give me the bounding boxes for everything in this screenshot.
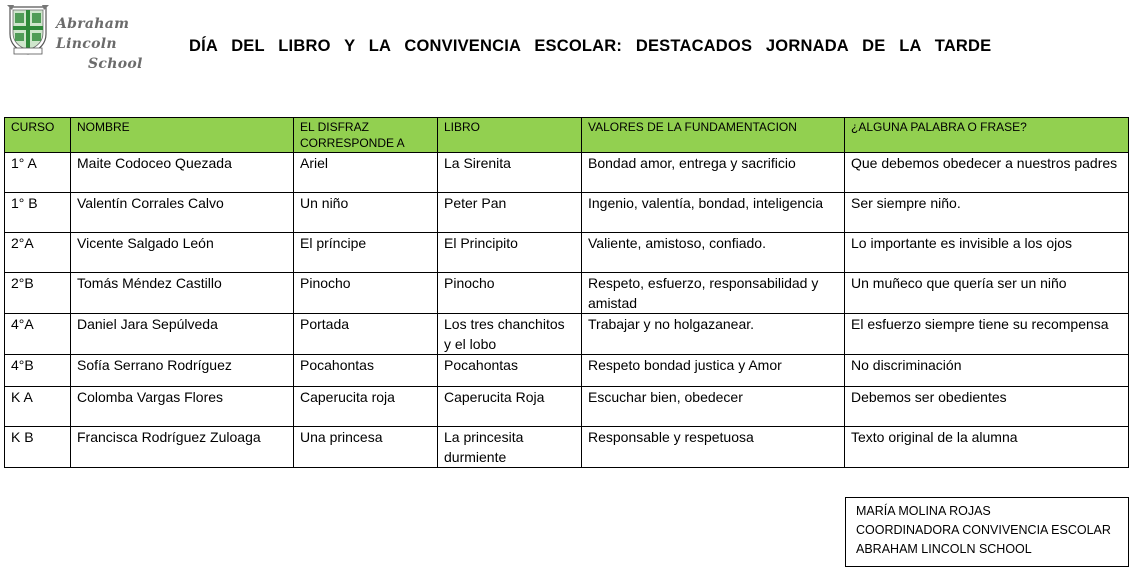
signature-role: COORDINADORA CONVIVENCIA ESCOLAR (856, 523, 1111, 537)
cell-libro: Peter Pan (438, 193, 582, 233)
cell-frase: El esfuerzo siempre tiene su recompensa (845, 314, 1129, 355)
cell-libro: Pinocho (438, 273, 582, 314)
table-row (5, 193, 1129, 233)
cell-nombre: Maite Codoceo Quezada (71, 153, 294, 193)
cell-curso: K B (5, 427, 71, 468)
cell-frase: Ser siempre niño. (845, 193, 1129, 233)
cell-frase: Que debemos obedecer a nuestros padres (845, 153, 1129, 193)
cell-disfraz: Caperucita roja (294, 387, 438, 427)
table-row (5, 387, 1129, 427)
table-row (5, 153, 1129, 193)
cell-nombre: Colomba Vargas Flores (71, 387, 294, 427)
signature-school: ABRAHAM LINCOLN SCHOOL (856, 542, 1032, 556)
cell-libro: Pocahontas (438, 355, 582, 387)
cell-valores: Bondad amor, entrega y sacrificio (582, 153, 845, 193)
table-header-row (5, 118, 1129, 153)
cell-curso: 1° B (5, 193, 71, 233)
cell-nombre: Tomás Méndez Castillo (71, 273, 294, 314)
school-crest-logo (6, 4, 50, 56)
header-curso: CURSO (5, 118, 71, 153)
cell-disfraz: Un niño (294, 193, 438, 233)
cell-libro: La Sirenita (438, 153, 582, 193)
cell-frase: No discriminación (845, 355, 1129, 387)
cell-frase: Un muñeco que quería ser un niño (845, 273, 1129, 314)
header-frase: ¿ALGUNA PALABRA O FRASE? (845, 118, 1129, 153)
cell-frase: Texto original de la alumna (845, 427, 1129, 468)
cell-nombre: Sofía Serrano Rodríguez (71, 355, 294, 387)
header-nombre: NOMBRE (71, 118, 294, 153)
cell-valores: Escuchar bien, obedecer (582, 387, 845, 427)
cell-disfraz: Pocahontas (294, 355, 438, 387)
cell-nombre: Vicente Salgado León (71, 233, 294, 273)
table-row (5, 427, 1129, 468)
cell-disfraz: Una princesa (294, 427, 438, 468)
cell-curso: K A (5, 387, 71, 427)
signature-name: MARÍA MOLINA ROJAS (856, 504, 991, 518)
cell-libro: Caperucita Roja (438, 387, 582, 427)
cell-disfraz: Pinocho (294, 273, 438, 314)
cell-nombre: Daniel Jara Sepúlveda (71, 314, 294, 355)
cell-valores: Ingenio, valentía, bondad, inteligencia (582, 193, 845, 233)
header-disfraz: EL DISFRAZ CORRESPONDE A (294, 118, 438, 153)
cell-curso: 4°B (5, 355, 71, 387)
cell-valores: Valiente, amistoso, confiado. (582, 233, 845, 273)
page-title: DÍA DEL LIBRO Y LA CONVIVENCIA ESCOLAR: DESTACADOS JORNADA DE LA TARDE (189, 37, 992, 55)
table-row (5, 314, 1129, 355)
cell-curso: 1° A (5, 153, 71, 193)
signature-box (845, 497, 1129, 567)
logo-line-2: School (88, 56, 143, 72)
logo-line-1: Abraham Lincoln (56, 16, 130, 52)
cell-libro: El Principito (438, 233, 582, 273)
cell-nombre: Valentín Corrales Calvo (71, 193, 294, 233)
cell-frase: Lo importante es invisible a los ojos (845, 233, 1129, 273)
header-libro: LIBRO (438, 118, 582, 153)
cell-nombre: Francisca Rodríguez Zuloaga (71, 427, 294, 468)
table-row (5, 273, 1129, 314)
cell-valores: Responsable y respetuosa (582, 427, 845, 468)
cell-frase: Debemos ser obedientes (845, 387, 1129, 427)
cell-libro: Los tres chanchitos y el lobo (438, 314, 582, 355)
cell-valores: Respeto, esfuerzo, responsabilidad y amistad (582, 273, 845, 314)
cell-libro: La princesita durmiente (438, 427, 582, 468)
header-valores: VALORES DE LA FUNDAMENTACION (582, 118, 845, 153)
school-logo-text (56, 14, 176, 74)
cell-curso: 2°A (5, 233, 71, 273)
cell-disfraz: Ariel (294, 153, 438, 193)
cell-curso: 4°A (5, 314, 71, 355)
table-row (5, 355, 1129, 387)
cell-disfraz: Portada (294, 314, 438, 355)
table-row (5, 233, 1129, 273)
cell-valores: Trabajar y no holgazanear. (582, 314, 845, 355)
cell-valores: Respeto bondad justica y Amor (582, 355, 845, 387)
cell-disfraz: El príncipe (294, 233, 438, 273)
cell-curso: 2°B (5, 273, 71, 314)
honors-table (4, 117, 1129, 468)
